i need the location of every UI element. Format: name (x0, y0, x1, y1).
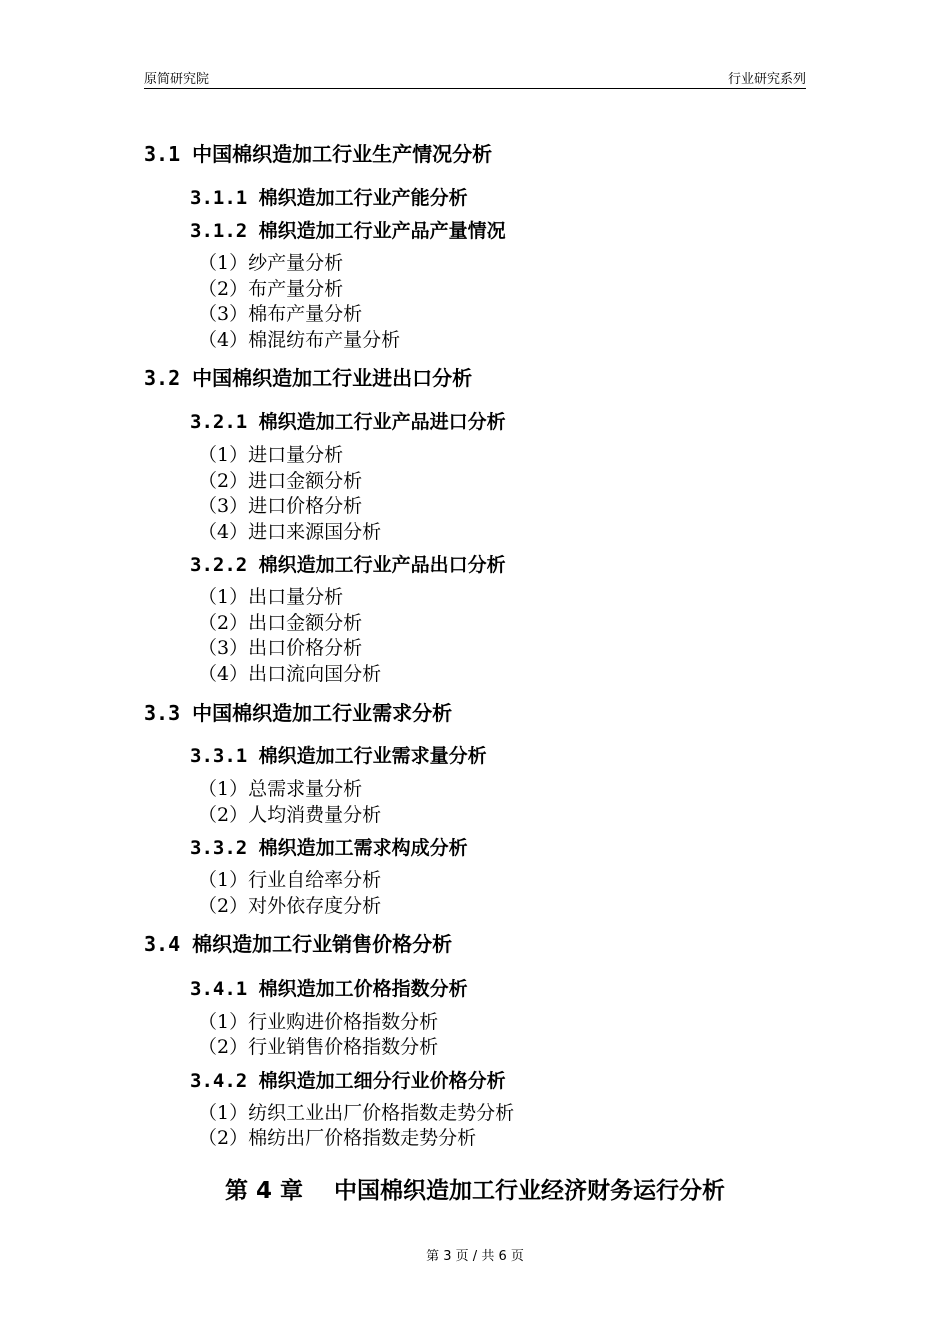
section-3-3: 3.3 中国棉织造加工行业需求分析 (144, 701, 453, 725)
header-org-name: 原简研究院 (144, 72, 210, 87)
section-3-3-2: 3.3.2 棉织造加工需求构成分析 (190, 837, 468, 859)
list-item: （2）行业销售价格指数分析 (198, 1036, 439, 1058)
list-item: （2）棉纺出厂价格指数走势分析 (198, 1127, 477, 1149)
section-3-2-1: 3.2.1 棉织造加工行业产品进口分析 (190, 411, 506, 433)
section-3-4-2: 3.4.2 棉织造加工细分行业价格分析 (190, 1070, 506, 1092)
list-item: （1）纺织工业出厂价格指数走势分析 (198, 1102, 515, 1124)
header-series-name: 行业研究系列 (727, 72, 806, 87)
list-item: （1）纱产量分析 (198, 252, 344, 274)
list-item: （1）总需求量分析 (198, 778, 363, 800)
list-item: （2）出口金额分析 (198, 612, 363, 634)
page-header (144, 66, 806, 89)
list-item: （4）出口流向国分析 (198, 663, 382, 685)
list-item: （3）出口价格分析 (198, 637, 363, 659)
list-item: （2）对外依存度分析 (198, 895, 382, 917)
list-item: （2）人均消费量分析 (198, 804, 382, 826)
section-3-1-2: 3.1.2 棉织造加工行业产品产量情况 (190, 220, 506, 242)
page-footer: 第 3 页 / 共 6 页 (426, 1249, 524, 1264)
list-item: （3）进口价格分析 (198, 495, 363, 517)
section-3-3-1: 3.3.1 棉织造加工行业需求量分析 (190, 745, 487, 767)
section-3-4: 3.4 棉织造加工行业销售价格分析 (144, 932, 453, 956)
section-3-4-1: 3.4.1 棉织造加工价格指数分析 (190, 978, 468, 1000)
list-item: （4）进口来源国分析 (198, 521, 382, 543)
list-item: （4）棉混纺布产量分析 (198, 329, 401, 351)
list-item: （1）出口量分析 (198, 586, 344, 608)
list-item: （1）行业自给率分析 (198, 869, 382, 891)
list-item: （2）布产量分析 (198, 278, 344, 300)
section-3-2: 3.2 中国棉织造加工行业进出口分析 (144, 366, 473, 390)
chapter-4-title: 第 4 章 中国棉织造加工行业经济财务运行分析 (224, 1178, 726, 1204)
section-3-1-1: 3.1.1 棉织造加工行业产能分析 (190, 187, 468, 209)
section-3-2-2: 3.2.2 棉织造加工行业产品出口分析 (190, 554, 506, 576)
list-item: （2）进口金额分析 (198, 470, 363, 492)
list-item: （1）进口量分析 (198, 444, 344, 466)
list-item: （1）行业购进价格指数分析 (198, 1011, 439, 1033)
list-item: （3）棉布产量分析 (198, 303, 363, 325)
section-3-1: 3.1 中国棉织造加工行业生产情况分析 (144, 142, 493, 166)
